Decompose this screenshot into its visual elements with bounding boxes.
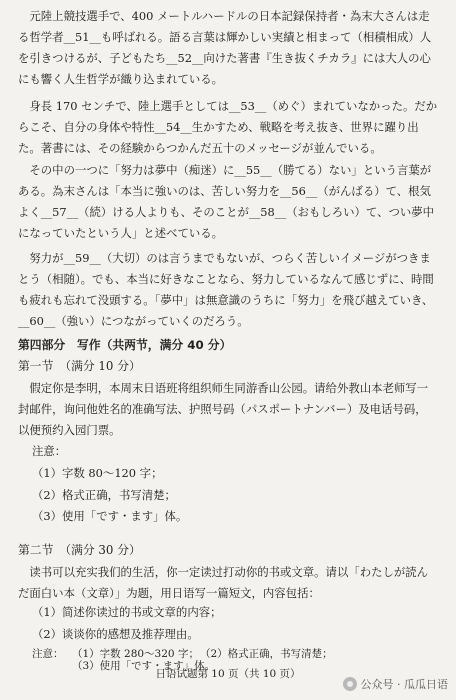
watermark xyxy=(343,676,449,692)
part2-item-2: （2）谈谈你的感想及推荐理由。 xyxy=(32,627,199,641)
wechat-icon xyxy=(343,677,357,691)
passage-paragraph-1: 元陸上競技選手で、400 メートルハードルの日本記録保持者・為末大さんは走る哲学者__51__も呼ばれる。語る言葉は輝かしい実績と相まって（相積相成）人を引きつけるが、子どもたち__52__向けた著書『生き抜くチカラ』には大人の心にも響く人生哲学が織り込まれている。 xyxy=(18,9,432,86)
part2-prompt: 读书可以充实我们的生活，你一定读过打动你的书或文章。请以「わたしが読んだ面白い本（文章）」为题，用日语写一篇短文，内容包括： xyxy=(18,565,429,600)
part2-note-1: （1）字数 280～320 字； xyxy=(72,648,199,660)
part1-title: 第一节 （满分 10 分） xyxy=(18,359,141,373)
part1-note-label: 注意： xyxy=(32,444,67,458)
section-heading: 第四部分 写作（共两节，满分 40 分） xyxy=(18,338,232,352)
watermark-text: 公众号 · 瓜瓜日语 xyxy=(360,678,448,691)
part1-note-2: （2）格式正确，书写清楚； xyxy=(32,488,176,502)
part2-title: 第二节 （满分 30 分） xyxy=(18,543,141,557)
part1-note-1: （1）字数 80～120 字； xyxy=(32,466,163,480)
part2-note-label: 注意： xyxy=(32,648,64,660)
passage-paragraph-2: 身長 170 センチで、陸上選手としては__53__（めぐ）まれていなかった。だからこそ、自分の身体や特性__54__生かすため、戦略を考え抜き、世界に躍り出た。著書には、その経験からつかんだ五十のメッセージが並んでいる。 xyxy=(18,99,438,155)
part2-note-2: （2）格式正确，书写清楚； xyxy=(200,648,333,660)
part1-note-3: （3）使用「です・ます」体。 xyxy=(32,509,188,523)
part1-prompt: 假定你是李明，本周末日语班将组织师生同游香山公园。请给外教山本老师写一封邮件，询问他姓名的准确写法、护照号码（パスポートナンバー）及电话号码，以便预约入园门票。 xyxy=(18,381,429,437)
passage-paragraph-3: その中の一つに「努力は夢中（痴迷）に__55__（勝てる）ない」という言葉がある。為末さんは「本当に強いのは、苦しい努力を__56__（がんばる）て、根気よく__57__（続）ける人よりも、そのことが__58__（おもしろい）て、つい夢中になっていたという人」と述べている。 xyxy=(18,163,435,240)
passage-paragraph-4: 努力が__59__（大切）のは言うまでもないが、つらく苦しいイメージがつきまとう（相随）。でも、本当に好きなことなら、努力しているなんて感じずに、時間も疲れも忘れて没頭する。「夢中」は無意識のうちに「努力」を飛び越えていき、__60__（強い）につながっていくのだろう。 xyxy=(18,251,434,328)
part2-note-3: （3）使用「です・ます」体。 xyxy=(72,660,216,672)
page-footer: 日语试题第 10 页（共 10 页） xyxy=(155,668,301,680)
part2-item-1: （1）简述你读过的书或文章的内容； xyxy=(32,605,222,619)
